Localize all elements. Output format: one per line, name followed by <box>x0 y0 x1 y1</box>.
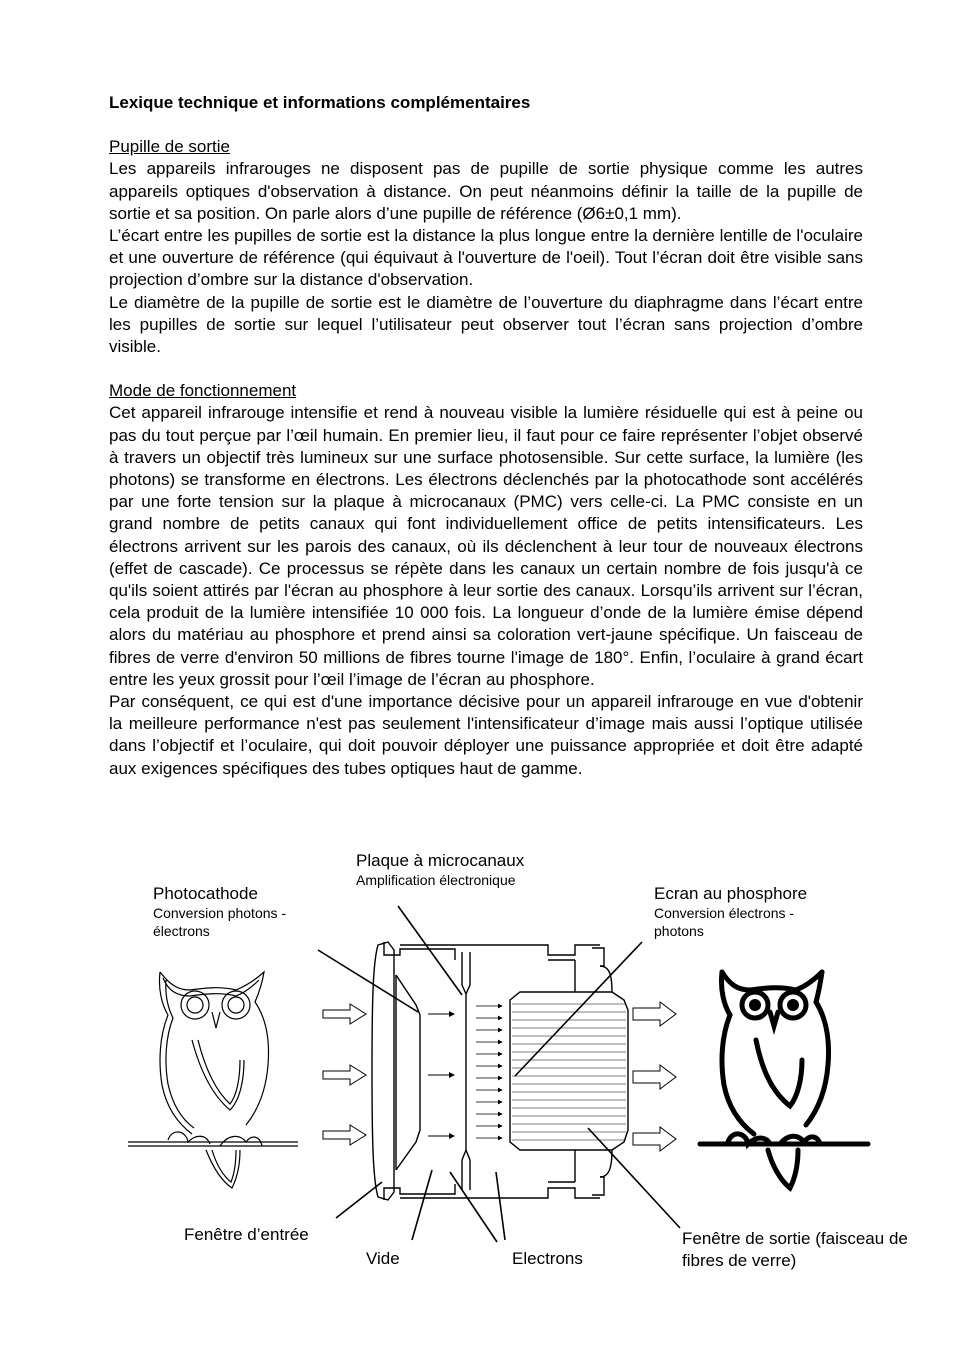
label-mcp <box>356 851 524 889</box>
electron-arrows-left <box>428 1014 454 1136</box>
label-mcp-title: Plaque à microcanaux <box>356 851 525 870</box>
label-phosphor-title: Ecran au phosphore <box>654 884 808 903</box>
label-photocathode-title: Photocathode <box>153 884 258 903</box>
paragraph: Les appareils infrarouges ne disposent pas de pupille de sortie physique comme les autres appareils optiques d'observation à distance. On peut néanmoins définir la taille de la pupille de sortie et sa position. On parle alors d’une pupille de référence (Ø6±0,1 mm). <box>109 159 863 223</box>
owl-solid-icon <box>700 972 868 1188</box>
label-mcp-sub: Amplification électronique <box>356 872 516 888</box>
label-vacuum: Vide <box>366 1249 400 1268</box>
intensifier-tube <box>372 942 628 1200</box>
section-heading-pupil: Pupille de sortie <box>109 137 230 157</box>
paragraph: L’écart entre les pupilles de sortie est la distance la plus longue entre la dernière lentille de l'oculaire et une ouverture de référence (qui équivaut à l'ouverture de l'oeil). Tout l’écran doit être visible sans projection d’ombre sur la distance d'observation. <box>109 226 863 290</box>
section-heading-operation: Mode de fonctionnement <box>109 381 297 401</box>
owl-eyes <box>749 999 799 1011</box>
label-photocathode-sub: Conversion photons - électrons <box>153 905 287 939</box>
electron-arrows-right <box>476 1006 502 1138</box>
fiber-lines <box>512 1004 626 1140</box>
output-light-arrows <box>633 1002 676 1151</box>
paragraph: Par conséquent, ce qui est d'une importance décisive pour un appareil infrarouge en vue d'obtenir la meilleure performance n'est pas seulement l'intensificateur d’image mais aussi l’optique utilisée dans l’objectif et l’oculaire, qui doit pouvoir déployer une puissance appropriée et doit être adapté aux exigences spécifiques des tubes optiques haut de gamme. <box>109 692 863 778</box>
input-light-arrows <box>323 1004 366 1145</box>
paragraph: Le diamètre de la pupille de sortie est le diamètre de l’ouverture du diaphragme dans l’écart entre les pupilles de sortie sur lequel l’utilisateur peut observer tout l’écran sans projection d’ombre visible. <box>109 292 863 357</box>
label-photocathode <box>153 884 318 940</box>
document-title: Lexique technique et informations complémentaires <box>109 93 531 112</box>
owl-outline-icon <box>128 972 298 1188</box>
paragraph: Cet appareil infrarouge intensifie et rend à nouveau visible la lumière résiduelle qui est à peine ou pas du tout perçue par l’œil humain. En premier lieu, il faut pour ce faire représenter l’objet observé à travers un objectif très lumineux sur une surface photosensible. Sur cette surface, la lumière (les photons) se transforme en électrons. Les électrons déclenchés par la photocathode sont accélérés par une forte tension sur la plaque à microcanaux (PMC) vers celle-ci. La PMC consiste en un grand nombre de petits canaux qui font individuellement office de petits intensificateurs. Les électrons arrivent sur les parois des canaux, où ils déclenchent à leur tour de nouveaux électrons (effet de cascade). Ce processus se répète dans les canaux un certain nombre de fois jusqu'à ce qu'ils soient attirés par l'écran au phosphore à leur sortie des canaux. Lorsqu’ils arrivent sur l’écran, cela produit de la lumière intensifiée 10 000 fois. La longueur d’onde de la lumière émise dépend alors du matériau au phosphore et prend ainsi sa coloration vert-jaune spécifique. Un faisceau de fibres de verre d'environ 50 millions de fibres tourne l'image de 180°. Enfin, l’oculaire à grand écart entre les yeux grossit pour l’œil l’image de l’écran au phosphore. <box>109 403 863 689</box>
label-entry-window: Fenêtre d’entrée <box>184 1225 309 1244</box>
label-electrons: Electrons <box>512 1249 583 1268</box>
label-phosphor-sub: Conversion électrons - photons <box>654 905 795 939</box>
label-phosphor <box>654 884 834 940</box>
label-exit-window: Fenêtre de sortie (faisceau de fibres de verre) <box>682 1229 908 1270</box>
